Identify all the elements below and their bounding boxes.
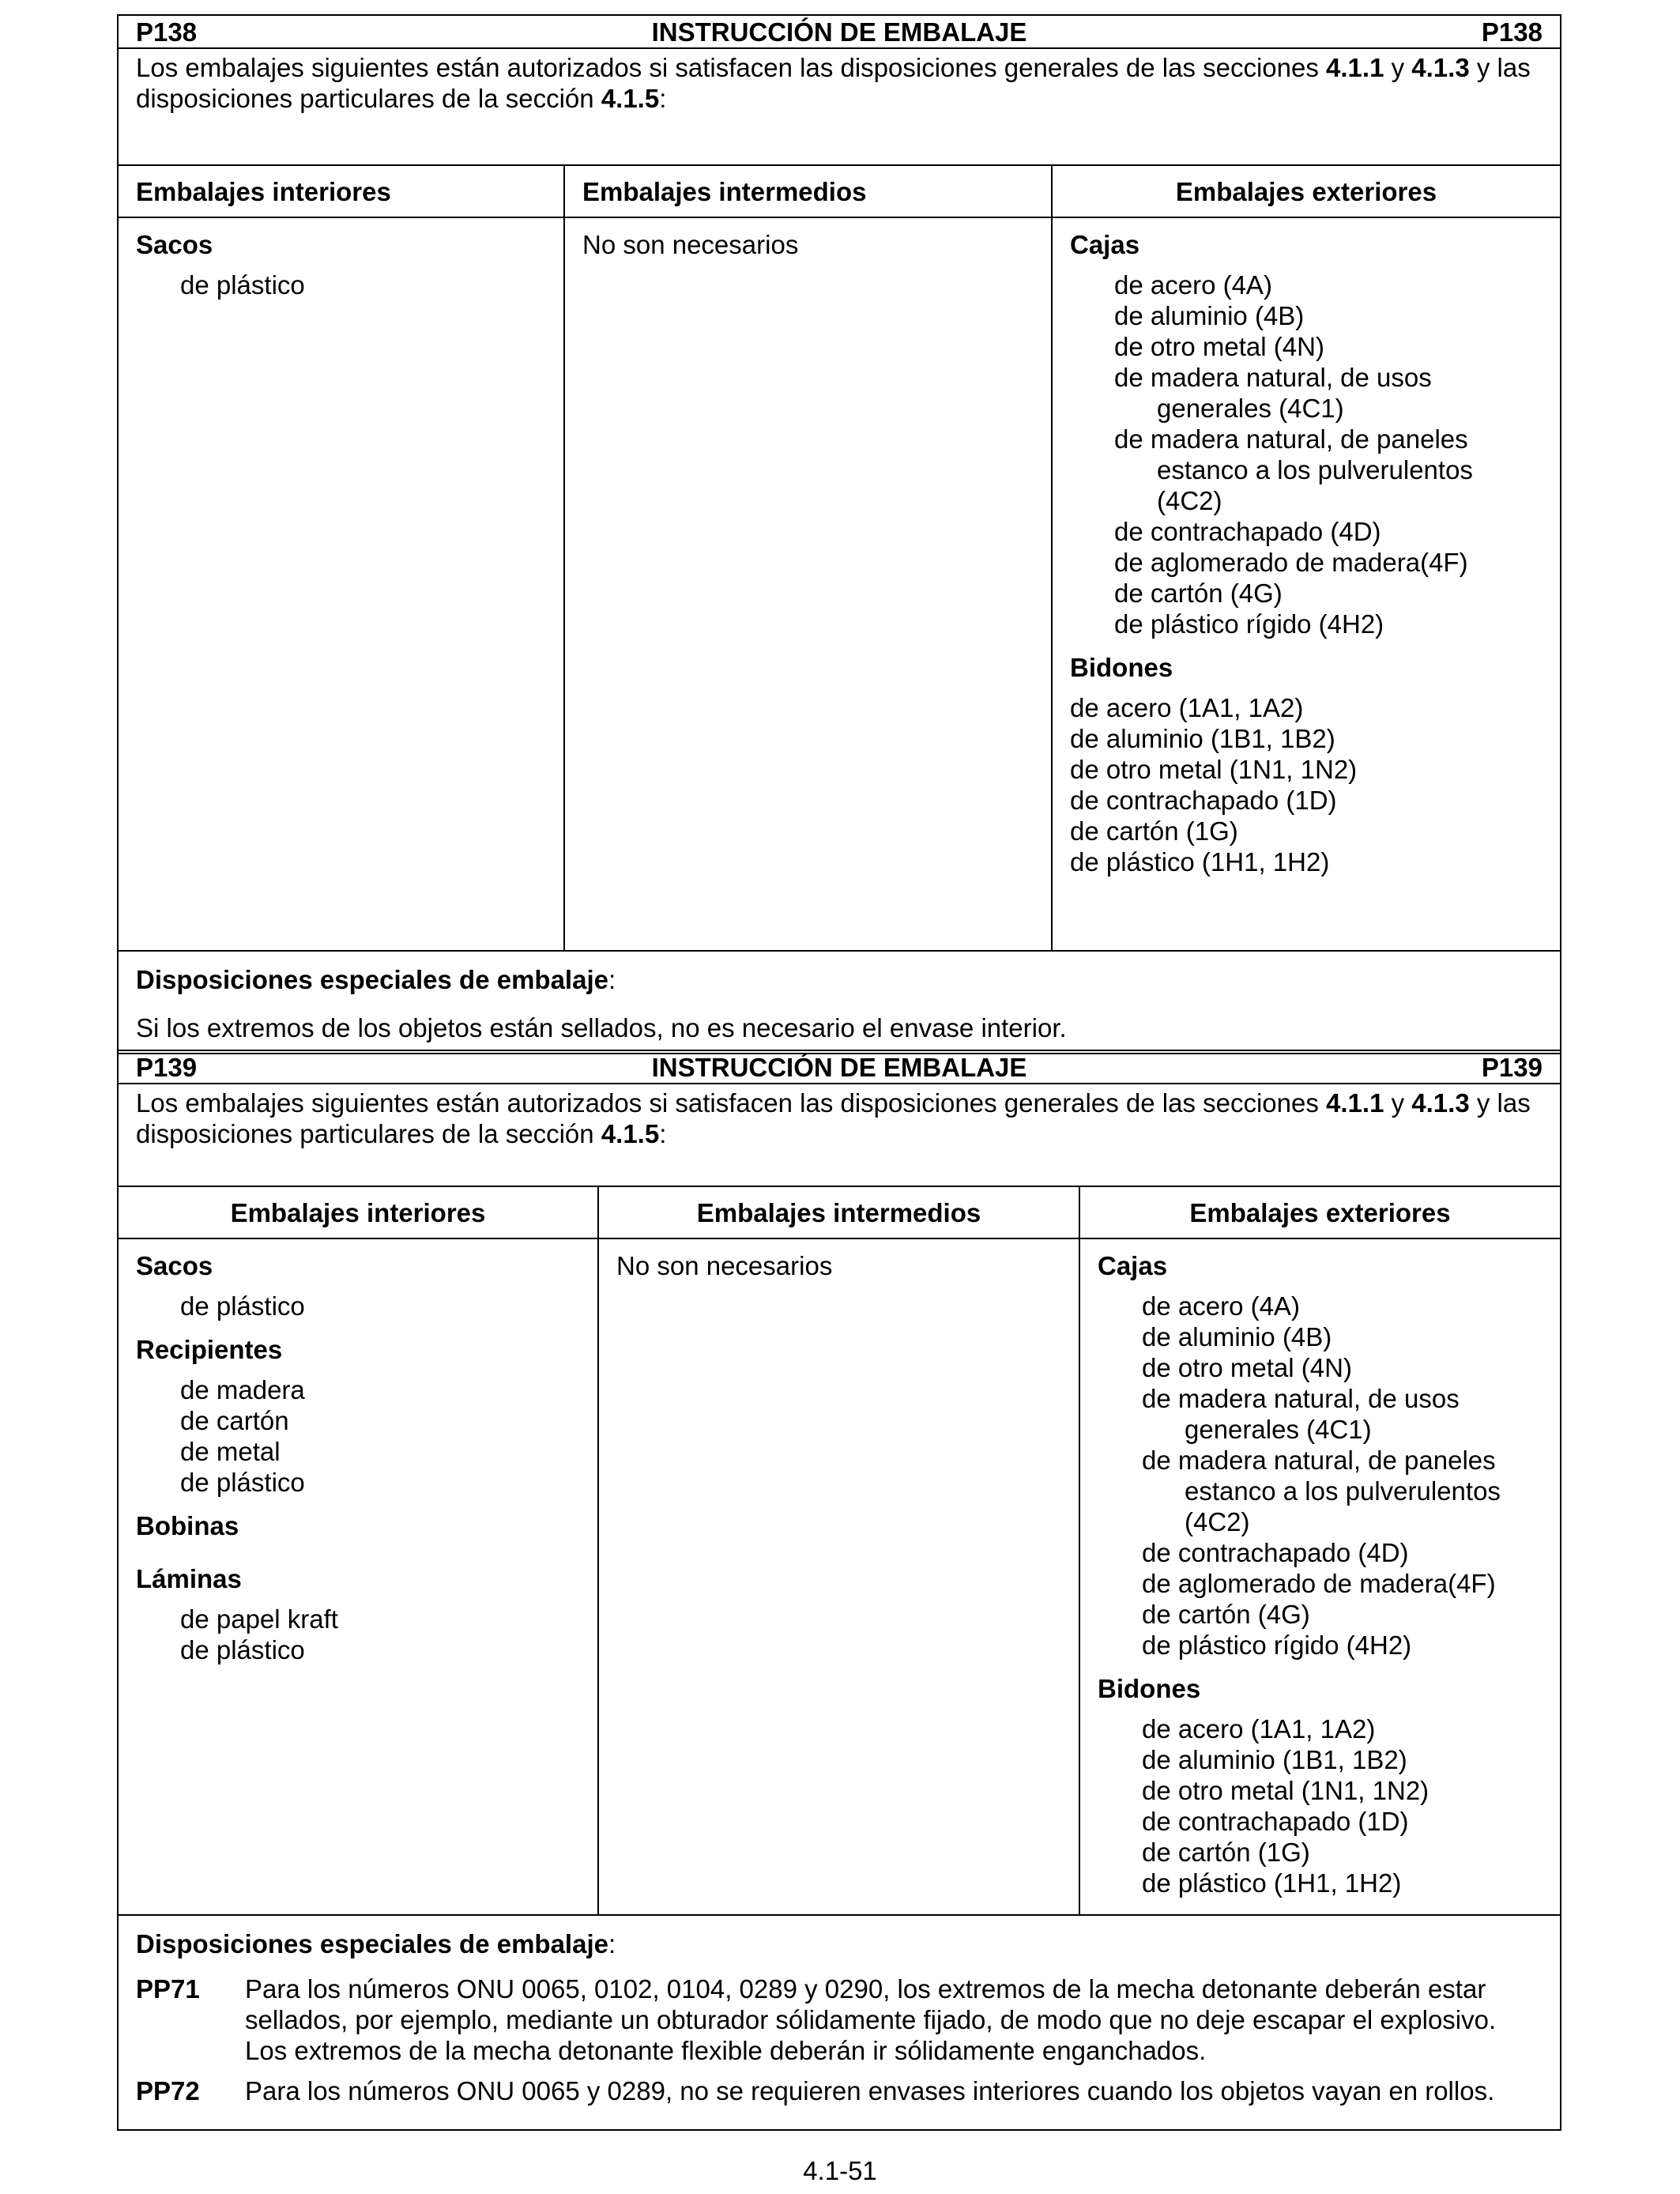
p138-column-headers — [119, 166, 1560, 218]
list-item: de acero (1A1, 1A2) — [1070, 693, 1304, 722]
list-item: de madera natural, de paneles — [1114, 424, 1468, 454]
list-item: de aluminio (1B1, 1B2) — [1142, 1745, 1407, 1774]
p139-title-row — [119, 1051, 1560, 1084]
list-item: de plástico (1H1, 1H2) — [1070, 847, 1330, 876]
p139-column-headers — [119, 1187, 1560, 1239]
pp71-text: Para los números ONU 0065, 0102, 0104, 0289 y 0290, los extremos de la mecha detonante deberán estar sellados, por ejemplo, mediante un obturador sólidamente fijado, de modo que no deje escapar el explosivo. Los extremos de la mecha detonante flexible deberán ir sólidamente enganchados. — [245, 1974, 1497, 2065]
list-item: de cartón (1G) — [1142, 1838, 1310, 1867]
p139-code-left: P139 — [136, 1052, 198, 1082]
list-item: (4C2) — [1185, 1507, 1250, 1536]
p138-intro: Los embalajes siguientes están autorizados si satisfacen las disposiciones generales de las secciones 4.1.1 y 4.1.3 y las disposiciones particulares de la sección 4.1.5: — [119, 49, 1560, 166]
list-item: de plástico rígido (4H2) — [1142, 1630, 1412, 1660]
list-item: de aglomerado de madera(4F) — [1114, 548, 1468, 577]
p139-boxes-title: Cajas — [1098, 1251, 1168, 1280]
p138-boxes-title: Cajas — [1070, 230, 1140, 259]
p138-header-outer: Embalajes exteriores — [1175, 176, 1437, 206]
p138-title-row — [119, 16, 1560, 49]
list-item: de otro metal (1N1, 1N2) — [1070, 755, 1358, 784]
p139-header-inner: Embalajes interiores — [119, 1187, 599, 1238]
pp71-provision — [136, 1973, 1543, 2066]
p139-header-outer: Embalajes exteriores — [1189, 1197, 1451, 1227]
list-item: estanco a los pulverulentos — [1185, 1476, 1501, 1506]
list-item: de madera natural, de usos — [1142, 1384, 1460, 1413]
p138-special-text: Si los extremos de los objetos están sellados, no es necesario el envase interior. — [136, 1013, 1067, 1042]
p138-inner-col — [119, 218, 565, 950]
p139-body-row — [119, 1239, 1560, 1916]
p139-inner-group-sacos: Sacos — [136, 1251, 213, 1280]
p139-table — [117, 1050, 1561, 2131]
list-item: de contrachapado (1D) — [1070, 786, 1337, 815]
pp72-code: PP72 — [136, 2076, 200, 2105]
list-item: generales (4C1) — [1157, 394, 1344, 423]
list-item: de plástico — [180, 1468, 305, 1497]
list-item: de plástico — [180, 1635, 305, 1664]
p139-title: INSTRUCCIÓN DE EMBALAJE — [651, 1052, 1027, 1082]
list-item: de otro metal (4N) — [1114, 332, 1324, 361]
p139-special-heading: Disposiciones especiales de embalaje: — [136, 1929, 616, 1958]
list-item: de contrachapado (1D) — [1142, 1807, 1409, 1836]
list-item: de otro metal (4N) — [1142, 1353, 1352, 1382]
p138-intermediate-col — [565, 218, 1053, 950]
p139-inner-group-laminas: Láminas — [136, 1564, 242, 1593]
p138-code-right: P138 — [1481, 17, 1543, 47]
list-item: de papel kraft — [180, 1604, 338, 1634]
p139-drums-title: Bidones — [1098, 1674, 1201, 1703]
list-item: de contrachapado (4D) — [1114, 517, 1381, 546]
list-item: de madera natural, de paneles — [1142, 1446, 1496, 1475]
pp72-text: Para los números ONU 0065 y 0289, no se requieren envases interiores cuando los objetos vayan en rollos. — [245, 2076, 1495, 2105]
p139-inner-group-recipientes: Recipientes — [136, 1335, 283, 1364]
list-item: de acero (4A) — [1114, 270, 1272, 300]
p139-intermediate-col — [599, 1239, 1080, 1914]
p138-inner-group: Sacos — [136, 230, 213, 259]
list-item: de cartón — [180, 1406, 289, 1435]
list-item: de madera — [180, 1375, 305, 1404]
list-item: de plástico — [180, 270, 305, 300]
list-item: de metal — [180, 1437, 281, 1466]
list-item: de madera natural, de usos — [1114, 363, 1432, 392]
list-item: de aluminio (4B) — [1142, 1322, 1332, 1351]
list-item: de otro metal (1N1, 1N2) — [1142, 1776, 1430, 1805]
list-item: de plástico rígido (4H2) — [1114, 609, 1384, 639]
list-item: estanco a los pulverulentos — [1157, 455, 1473, 484]
p138-title: INSTRUCCIÓN DE EMBALAJE — [651, 17, 1027, 47]
list-item: de aluminio (4B) — [1114, 301, 1305, 330]
p138-outer-col — [1053, 218, 1560, 950]
pp71-code: PP71 — [136, 1974, 200, 2004]
p139-intro: Los embalajes siguientes están autorizados si satisfacen las disposiciones generales de las secciones 4.1.1 y 4.1.3 y las disposiciones particulares de la sección 4.1.5: — [119, 1084, 1560, 1187]
list-item: de cartón (4G) — [1114, 579, 1283, 608]
p138-drums-title: Bidones — [1070, 653, 1173, 682]
p138-table — [117, 14, 1561, 1054]
list-item: de acero (4A) — [1142, 1291, 1300, 1321]
list-item: de plástico — [180, 1291, 305, 1321]
p138-special-heading: Disposiciones especiales de embalaje: — [136, 965, 616, 994]
p138-header-intermediate: Embalajes intermedios — [565, 166, 1053, 217]
list-item: de acero (1A1, 1A2) — [1142, 1714, 1376, 1744]
p138-intermediate-text: No son necesarios — [582, 230, 799, 259]
list-item: (4C2) — [1157, 486, 1222, 515]
p139-inner-col — [119, 1239, 599, 1914]
list-item: de cartón (4G) — [1142, 1600, 1310, 1629]
p139-special-provisions — [119, 1916, 1560, 2129]
list-item: de aglomerado de madera(4F) — [1142, 1569, 1496, 1598]
pp72-provision — [136, 2075, 1543, 2106]
p139-intermediate-text: No son necesarios — [616, 1251, 833, 1280]
list-item: de cartón (1G) — [1070, 816, 1238, 846]
p138-special-provisions — [119, 952, 1560, 1053]
p139-header-intermediate: Embalajes intermedios — [599, 1187, 1080, 1238]
p139-outer-col — [1080, 1239, 1560, 1914]
list-item: generales (4C1) — [1185, 1415, 1372, 1444]
list-item: de plástico (1H1, 1H2) — [1142, 1868, 1402, 1898]
p138-code-left: P138 — [136, 17, 198, 47]
list-item: de aluminio (1B1, 1B2) — [1070, 724, 1335, 753]
p138-header-inner: Embalajes interiores — [119, 166, 565, 217]
list-item: de contrachapado (4D) — [1142, 1538, 1409, 1567]
page-number: 4.1-51 — [803, 2156, 877, 2185]
p139-inner-group-bobinas: Bobinas — [136, 1511, 239, 1540]
p139-code-right: P139 — [1481, 1052, 1543, 1082]
p138-body-row — [119, 218, 1560, 952]
